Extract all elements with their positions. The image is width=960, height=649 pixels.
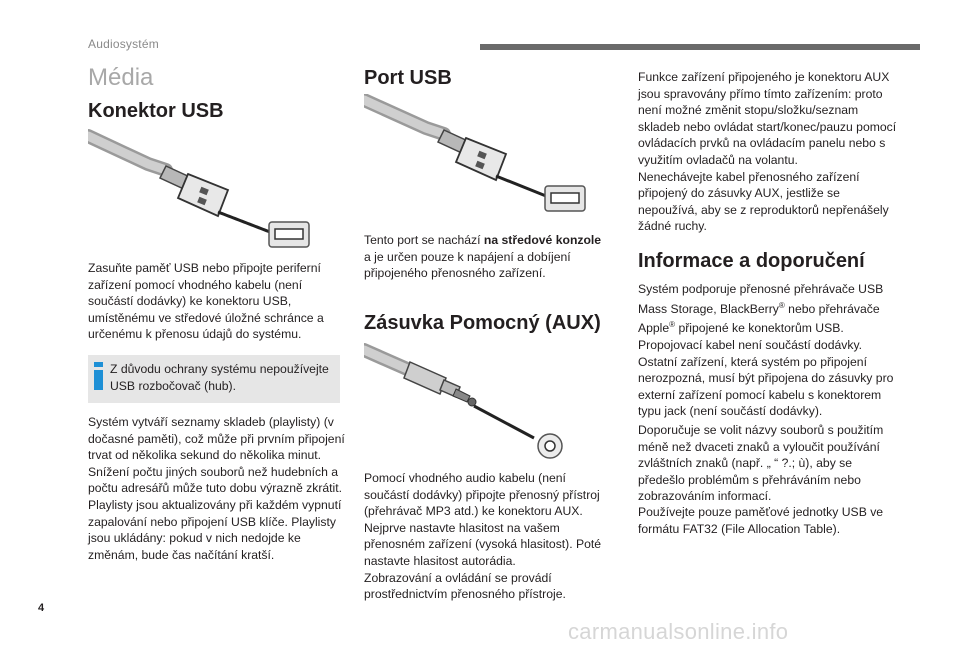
aux-jack-illustration bbox=[364, 340, 564, 460]
usb-connector-paragraph: Zasuňte paměť USB nebo připojte periferní zařízení pomocí vhodného kabelu (není součástí dodávky) ke konektoru USB, umístěnému ve středové úložné schránce a určenému k přenosu údajů do systému. bbox=[88, 261, 324, 342]
info-note-text: Z důvodu ochrany systému nepoužívejte USB rozbočovač (hub). bbox=[110, 362, 329, 393]
usb-connector-illustration bbox=[88, 128, 318, 250]
usb-port-illustration bbox=[364, 94, 594, 218]
header-bar bbox=[480, 44, 920, 50]
info-icon bbox=[92, 361, 106, 391]
usb-port-text-b: a je určen pouze k napájení a dobíjení připojeného přenosného zařízení. bbox=[364, 249, 571, 281]
registered-mark: ® bbox=[669, 320, 676, 330]
usb-port-title: Port USB bbox=[364, 67, 452, 89]
media-title: Média bbox=[88, 64, 154, 91]
fat32-paragraph: Používejte pouze paměťové jednotky USB ve formátu FAT32 (File Allocation Table). bbox=[638, 505, 884, 536]
aux-continued-paragraph: Funkce zařízení připojeného je konektoru AUX jsou spravovány přímo tímto zařízením: proto není možné změnit stopu/složku/seznam skladeb nebo ovládat start/konec/pauzu pomocí ovládacích prvků na ovládacím panelu nebo s využitím ovladačů na volantu. Nenechávejte kabel přenosného zařízení připojený do zásuvky AUX, jestliže se nepoužívá, aby se z reproduktorů nepřenášely žádné ruchy. bbox=[638, 70, 897, 234]
info-text-a: Systém podporuje přenosné přehrávače USB Mass Storage, BlackBerry bbox=[638, 282, 884, 316]
file-names-paragraph: Doporučuje se volit názvy souborů s použitím méně než dvaceti znaků a vyloučit používání zvláštních znaků (např. „ “ ?.; ù), aby se předešlo problémům s přehráváním nebo zobrazováním informací. bbox=[638, 423, 884, 504]
playlist-paragraph: Systém vytváří seznamy skladeb (playlisty) (v dočasné paměti), což může při prvním připojení trvat od několika sekund do několika minut. Snížení počtu jiných souborů než hudebních a počtu adresářů může tuto dobu výrazně zkrátit. Playlisty jsou aktualizovány při každém vypnutí zapalování nebo připojení USB klíče. Playlisty jsou ukládány: pokud v nich nedojde ke změnám, bude čas načítání kratší. bbox=[88, 415, 345, 562]
usb-port-text-bold: na středové konzole bbox=[483, 233, 602, 247]
usb-port-paragraph bbox=[364, 232, 604, 282]
header-section-label: Audiosystém bbox=[88, 37, 159, 51]
registered-mark: ® bbox=[778, 300, 785, 310]
aux-socket-title: Zásuvka Pomocný (AUX) bbox=[364, 312, 601, 334]
information-paragraph bbox=[638, 281, 900, 420]
info-text-b: nebo přehrávače Apple bbox=[638, 301, 880, 336]
watermark: carmanualsonline.info bbox=[568, 619, 789, 644]
info-note-box bbox=[88, 355, 340, 403]
aux-paragraph: Pomocí vhodného audio kabelu (není součástí dodávky) připojte přenosný přístroj (přehrávač MP3 atd.) ke konektoru AUX. Nejprve nastavte hlasitost na vašem přenosném zařízení (vysoká hlasitost). Poté nastavte hlasitost autorádia. Zobrazování a ovládání se provádí prostřednictvím přenosného přístroje. bbox=[364, 471, 602, 602]
information-title: Informace a doporučení bbox=[638, 250, 865, 272]
usb-port-text-a: Tento port se nachází bbox=[364, 233, 484, 247]
usb-connector-title: Konektor USB bbox=[88, 100, 224, 122]
page-number: 4 bbox=[38, 602, 45, 614]
info-text-c: připojené ke konektorům USB. Propojovací kabel není součástí dodávky. Ostatní zařízení, která systém po připojení nerozpozná, musí být připojena do zásuvky pro externí zařízení pomocí kabelu s konektorem typu jack (není součástí dodávky). bbox=[638, 321, 894, 419]
